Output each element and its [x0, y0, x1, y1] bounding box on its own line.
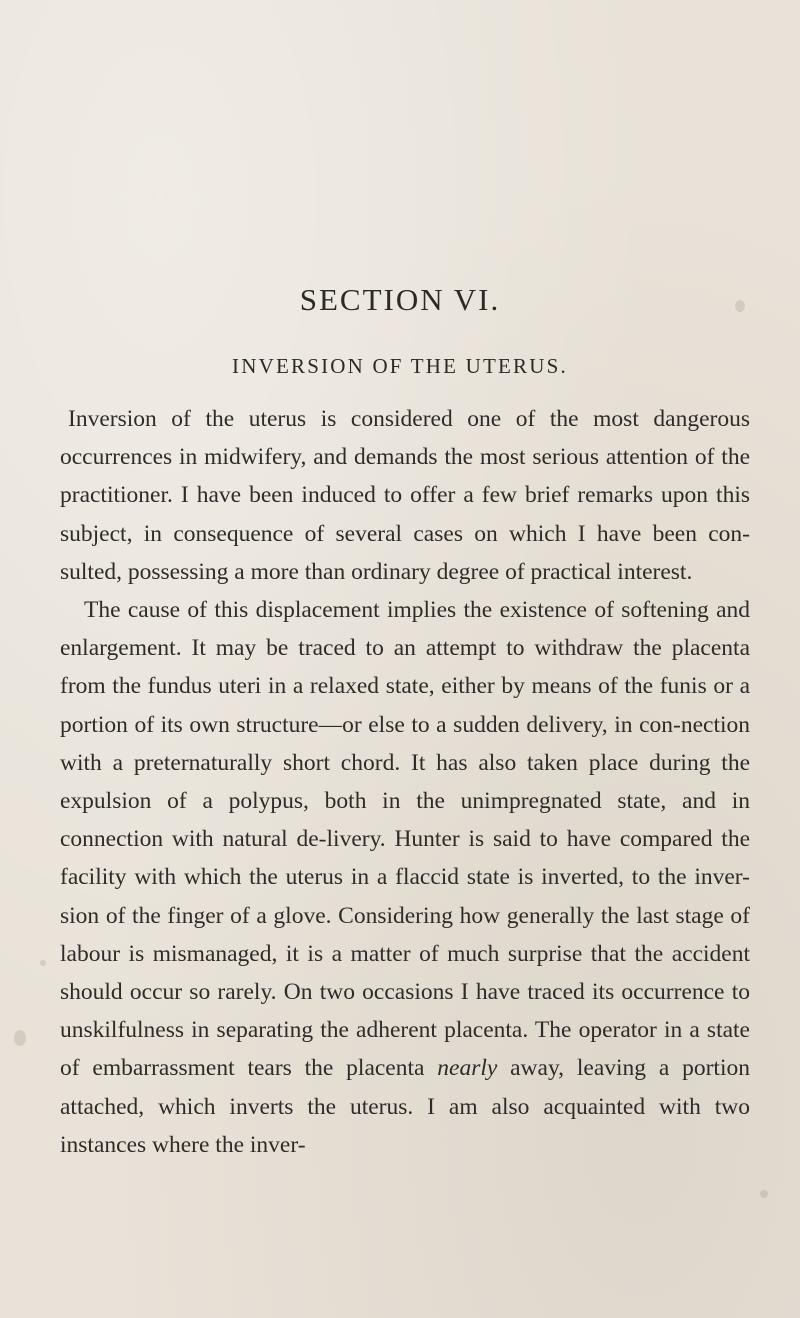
paragraph-2	[60, 591, 750, 1164]
chapter-title: INVERSION OF THE UTERUS.	[232, 354, 568, 378]
italic-word: nearly	[437, 1055, 498, 1082]
paragraph-text: Inversion of the uterus is considered one of the most dangerous occurrences in midwifery, and demands the most serious attention of the practitioner. I have been induced to offer a few brief remarks upon this subject, in consequence of several cases on which I have been con-sulted, possessing a more than ordinary degree of practical interest.	[60, 406, 750, 585]
paragraph-text: The cause of this displacement implies the existence of softening and enlargement. It may be traced to an attempt to withdraw the placenta from the fundus uteri in a relaxed state, either by means of the funis or a portion of its own structure—or else to a sudden delivery, in con-nection with a preternaturally short chord. It has also taken place during the expulsion of a polypus, both in the unimpregnated state, and in connection with natural de-livery. Hunter is said to have compared the facility with which the uterus in a flaccid state is inverted, to the inver-sion of the finger of a glove. Considering how generally the last stage of labour is mismanaged, it is a matter of much surprise that the accident should occur so rarely. On two occasions I have traced its occurrence to unskilfulness in separating the adherent placenta. The operator in a state of embarrassment tears the placenta	[60, 597, 750, 1082]
paragraph-text: away, leaving a portion attached, which inverts the uterus. I am also acquainted with two instances where the inver-	[60, 1055, 750, 1158]
paper-stain	[40, 960, 46, 966]
paragraph-1	[60, 400, 750, 591]
body-text	[60, 400, 750, 1164]
paper-stain	[14, 1030, 26, 1046]
section-heading: SECTION VI.	[299, 282, 501, 317]
paper-stain	[760, 1190, 768, 1198]
